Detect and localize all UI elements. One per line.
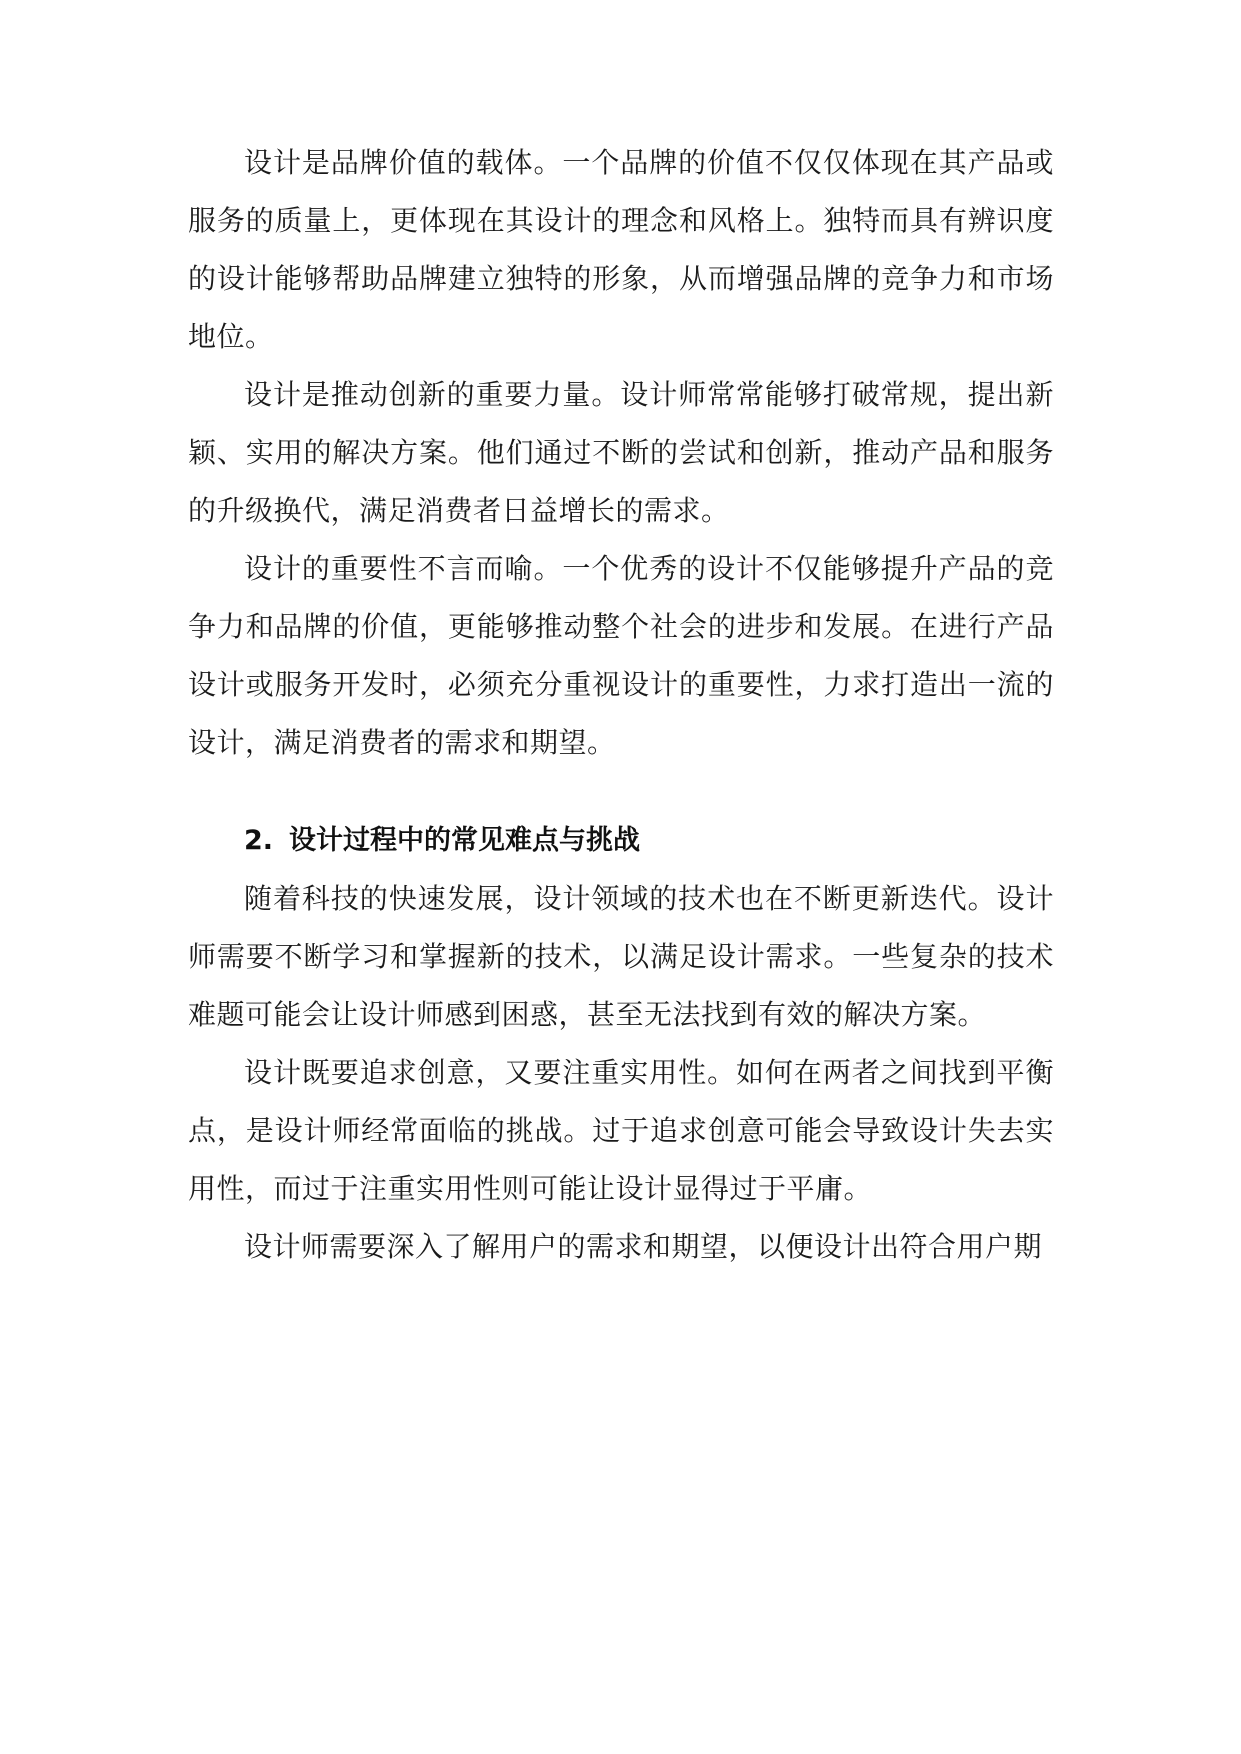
document-body: [188, 134, 1054, 1276]
paragraph-innovation: 设计是推动创新的重要力量。设计师常常能够打破常规，提出新颖、实用的解决方案。他们通过不断的尝试和创新，推动产品和服务的升级换代，满足消费者日益增长的需求。: [188, 378, 1054, 527]
section-title: 设计过程中的常见难点与挑战: [289, 825, 641, 856]
section-heading: [188, 812, 1054, 870]
paragraph-design-importance: 设计的重要性不言而喻。一个优秀的设计不仅能够提升产品的竞争力和品牌的价值，更能够推动整个社会的进步和发展。在进行产品设计或服务开发时，必须充分重视设计的重要性，力求打造出一流的设计，满足消费者的需求和期望。: [188, 552, 1054, 759]
paragraph-brand-value: 设计是品牌价值的载体。一个品牌的价值不仅仅体现在其产品或服务的质量上，更体现在其设计的理念和风格上。独特而具有辨识度的设计能够帮助品牌建立独特的形象，从而增强品牌的竞争力和市场地位。: [188, 146, 1054, 353]
paragraph-user-needs: 设计师需要深入了解用户的需求和期望，以便设计出符合用户期: [244, 1230, 1043, 1263]
paragraph-technology: 随着科技的快速发展，设计领域的技术也在不断更新迭代。设计师需要不断学习和掌握新的技术，以满足设计需求。一些复杂的技术难题可能会让设计师感到困惑，甚至无法找到有效的解决方案。: [188, 882, 1054, 1031]
paragraph-creativity-practicality: 设计既要追求创意，又要注重实用性。如何在两者之间找到平衡点，是设计师经常面临的挑战。过于追求创意可能会导致设计失去实用性，而过于注重实用性则可能让设计显得过于平庸。: [188, 1056, 1054, 1205]
section-number: 2.: [244, 825, 274, 856]
